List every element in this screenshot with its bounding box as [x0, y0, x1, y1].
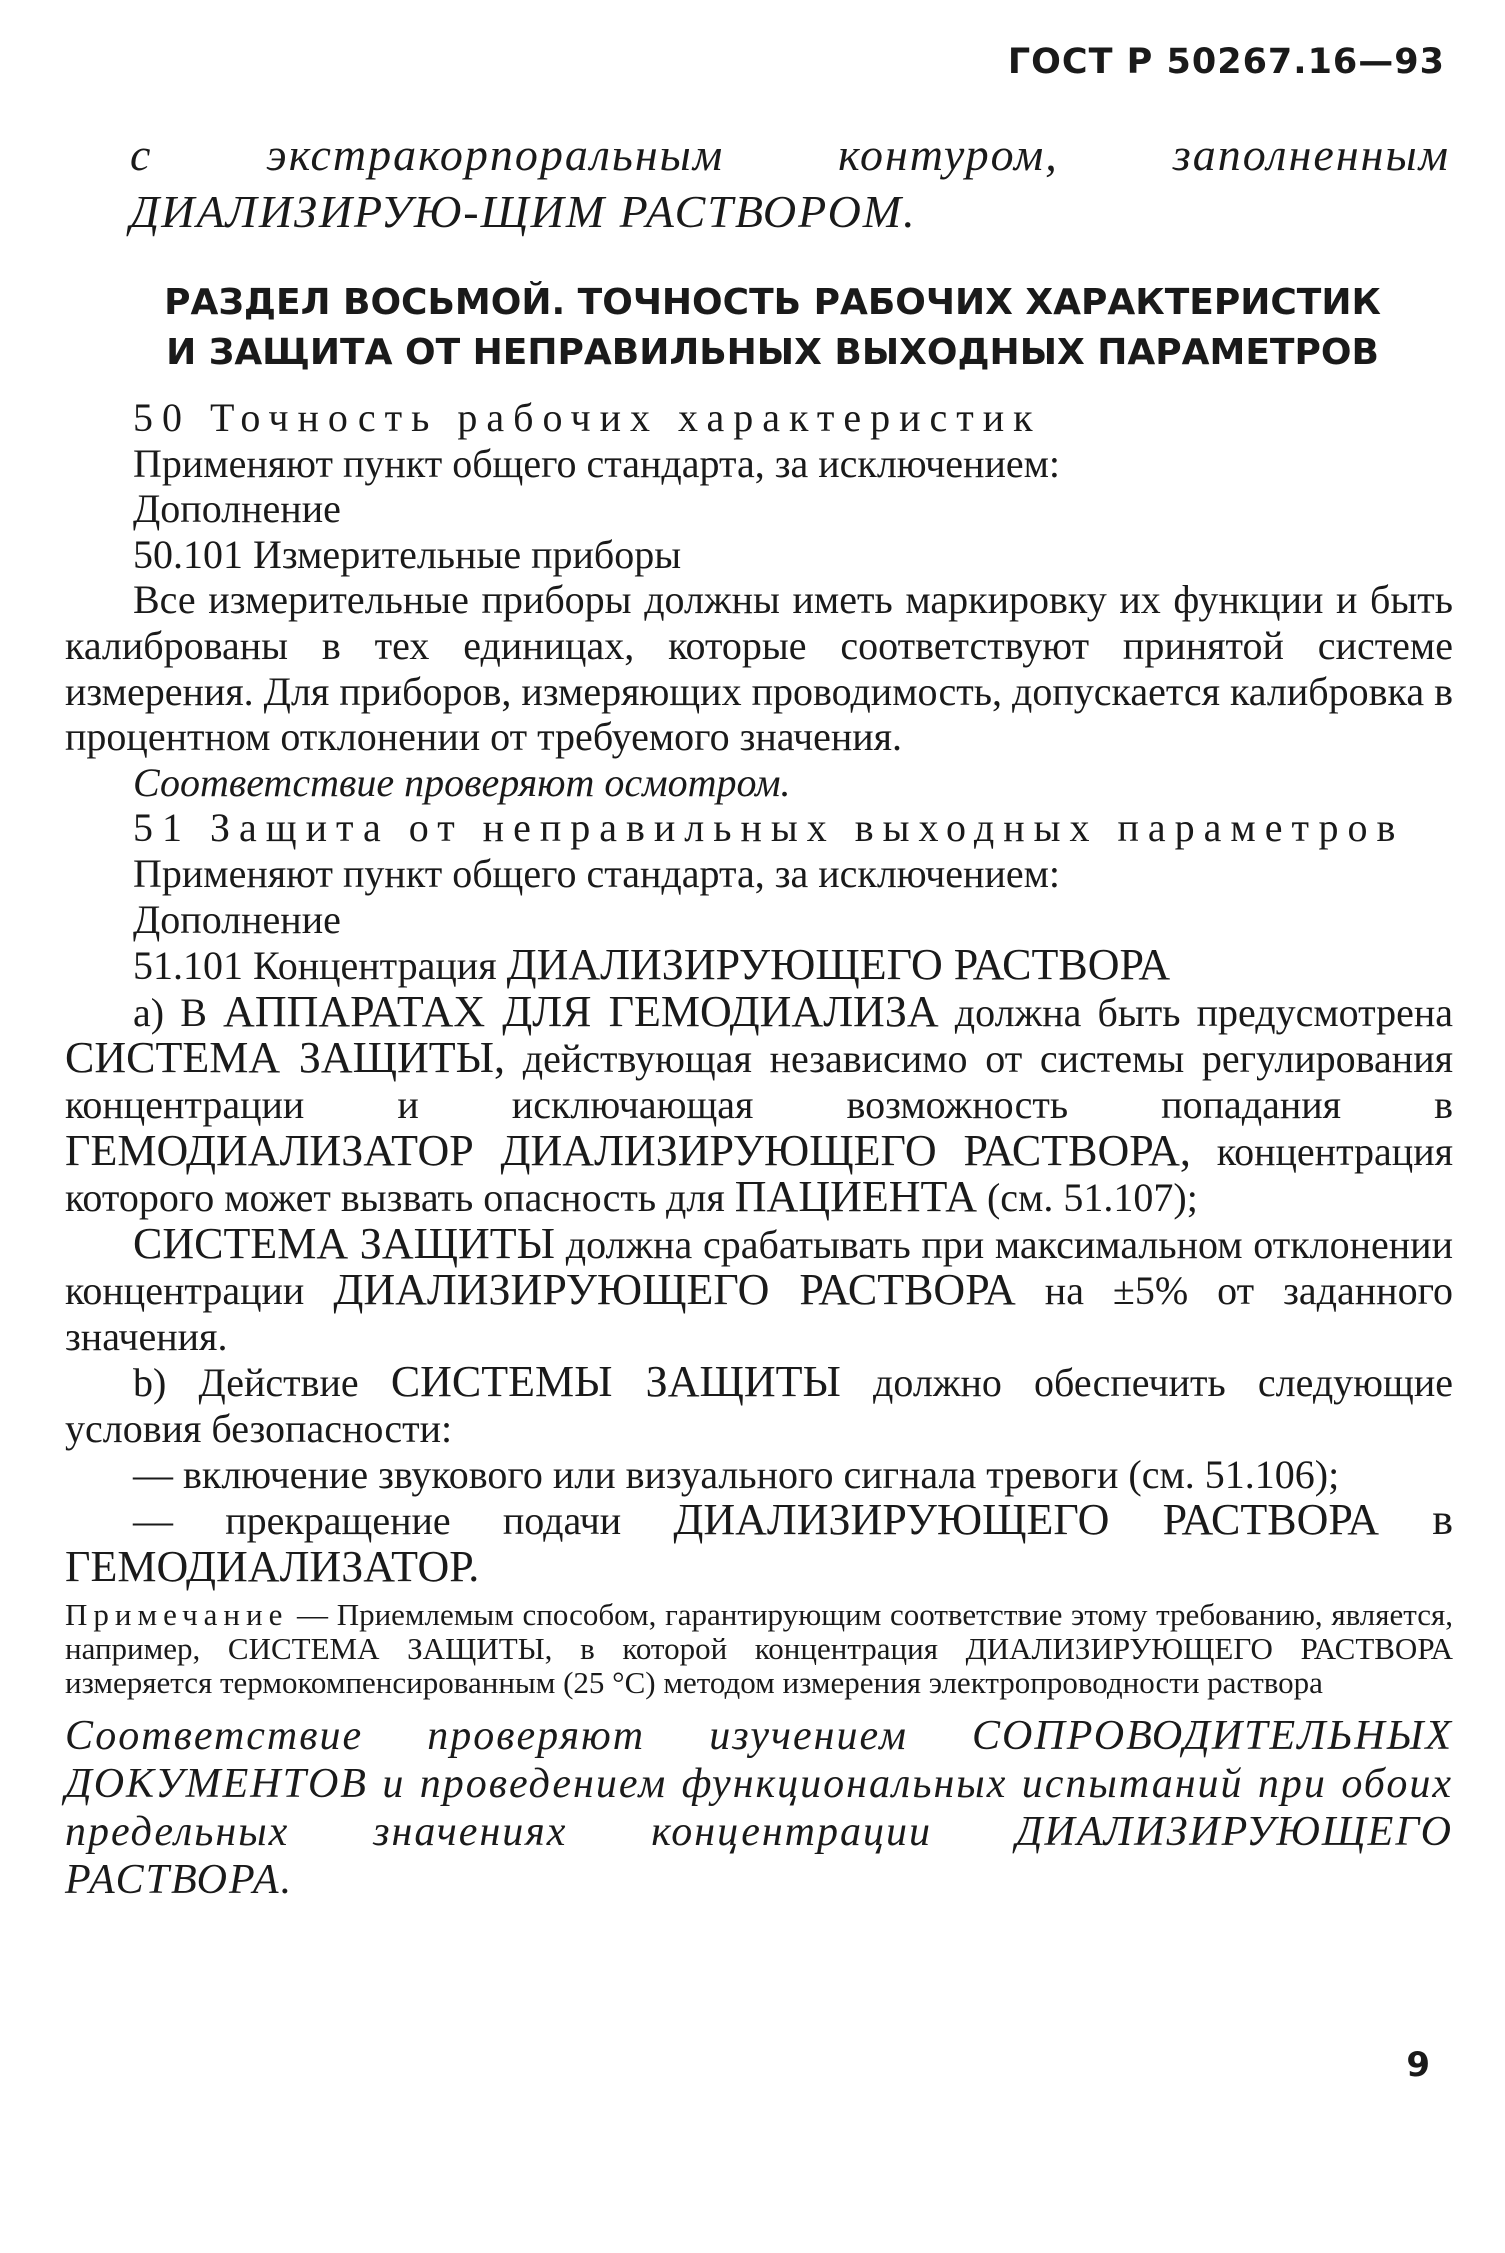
note-text: Приемлемым способом, гарантирующим соответствие этому требованию, является, например, СИСТЕМА ЗАЩИТЫ, в которой концентрация ДИАЛИЗИРУЮЩЕГО РАСТВОРА измеряется термокомпенсированным (25 °C) методом измерения электропроводности раствора — [65, 1597, 1453, 1701]
item-a-threshold-paragraph — [65, 1218, 1453, 1360]
item-b-term-1: СИСТЕМЫ ЗАЩИТЫ — [390, 1357, 841, 1407]
clause-51-101-term: ДИАЛИЗИРУЮЩЕГО РАСТВОРА — [506, 940, 1171, 990]
note-paragraph — [65, 1598, 1453, 1700]
document-body — [65, 395, 1453, 1904]
clause-50-101-heading: 50.101 Измерительные приборы — [133, 531, 682, 577]
item-a2-text-1: должна срабатывать при максимальном отклонении концентрации — [65, 1221, 1453, 1314]
dash-2-text: — прекращение подачи — [133, 1498, 622, 1544]
dash-item-stop-supply — [65, 1497, 1453, 1590]
clause-51-compliance: Соответствие проверяют изучением СОПРОВОДИТЕЛЬНЫХ ДОКУМЕНТОВ и проведением функциональных испытаний при обоих предельных значениях концентрации ДИАЛИЗИРУЮЩЕГО РАСТВОРА. — [65, 1713, 1453, 1904]
item-a-text-2: должна быть предусмотрена — [954, 989, 1453, 1035]
item-b-text-1: b) Действие — [133, 1360, 359, 1406]
dash-2-term: ДИАЛИЗИРУЮЩЕГО РАСТВОРА в ГЕМОДИАЛИЗАТОР. — [65, 1495, 1453, 1591]
item-a-term-4: ПАЦИЕНТА — [734, 1172, 977, 1222]
dash-item-alarm: — включение звукового или визуального сигнала тревоги (см. 51.106); — [133, 1451, 1340, 1497]
clause-50-101-text: Все измерительные приборы должны иметь маркировку их функции и быть калиброваны в тех единицах, которые соответствуют принятой системе измерения. Для приборов, измеряющих проводимость, допускается калибровка в процентном отклонении от требуемого значения. — [65, 577, 1453, 760]
note-dash: — — [288, 1597, 337, 1633]
item-a-text-5: (см. 51.107); — [986, 1175, 1198, 1221]
item-a-text-3: действующая независимо от системы регулирования концентрации и исключающая возможность попадания в — [65, 1036, 1454, 1127]
item-a-term-1: АППАРАТАХ ДЛЯ ГЕМОДИАЛИЗА — [223, 986, 939, 1036]
section-title-line-1: РАЗДЕЛ ВОСЬМОЙ. ТОЧНОСТЬ РАБОЧИХ ХАРАКТЕРИСТИК — [164, 282, 1381, 323]
item-a-term-2: СИСТЕМА ЗАЩИТЫ, — [65, 1033, 506, 1083]
clause-51-addition: Дополнение — [133, 896, 341, 942]
intro-fragment: с экстракорпоральным контуром, заполненным ДИАЛИЗИРУЮ-ЩИМ РАСТВОРОМ. — [130, 129, 1450, 237]
clause-50-compliance: Соответствие проверяют осмотром. — [133, 759, 791, 805]
item-a-term-3: ГЕМОДИАЛИЗАТОР ДИАЛИЗИРУЮЩЕГО РАСТВОРА, — [65, 1125, 1191, 1175]
note-label: Примечание — [65, 1597, 289, 1633]
item-a-text-4: концентрация которого может вызвать опасность для — [65, 1128, 1453, 1221]
item-a2-text-2: на ±5% от заданного значения. — [65, 1268, 1453, 1359]
section-heading — [100, 278, 1445, 378]
item-a2-term-2: ДИАЛИЗИРУЮЩЕГО РАСТВОРА — [333, 1265, 1016, 1315]
clause-51-101-number: 51.101 Концентрация — [133, 943, 497, 989]
item-a2-term-1: СИСТЕМА ЗАЩИТЫ — [133, 1218, 556, 1268]
clause-51-101-heading — [65, 942, 1453, 989]
item-a-paragraph — [65, 986, 1454, 1222]
item-b-text-2: должно обеспечить следующие условия безопасности: — [65, 1360, 1454, 1452]
clause-50-applies: Применяют пункт общего стандарта, за исключением: — [133, 440, 1061, 486]
clause-50-heading: 50 Точность рабочих характеристик — [133, 395, 1042, 440]
item-b-paragraph — [65, 1359, 1453, 1451]
clause-51-applies: Применяют пункт общего стандарта, за исключением: — [133, 850, 1061, 896]
clause-51-heading: 51 Защита от неправильных выходных параметров — [133, 805, 1405, 851]
clause-50-addition: Дополнение — [133, 486, 341, 532]
item-a-text-1: а) В — [133, 989, 207, 1035]
section-title-line-2: И ЗАЩИТА ОТ НЕПРАВИЛЬНЫХ ВЫХОДНЫХ ПАРАМЕТРОВ — [166, 332, 1379, 373]
standard-id-header: ГОСТ Р 50267.16—93 — [1007, 42, 1445, 82]
page-number: 9 — [1406, 2045, 1430, 2085]
